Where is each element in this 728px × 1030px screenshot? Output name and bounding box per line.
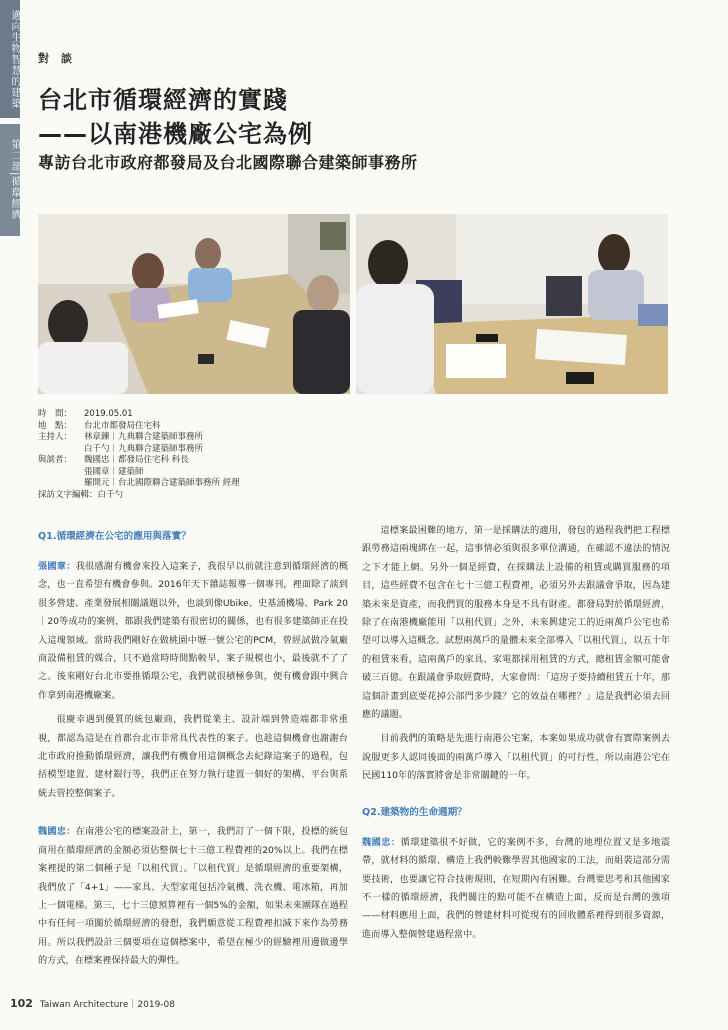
info-guest-2: 張國章｜建築師	[84, 466, 144, 477]
question-1-heading: Q1.循環經濟在公宅的應用與落實？	[38, 531, 191, 542]
info-host-2: 白千勺｜九典聯合建築師事務所	[84, 443, 204, 454]
side-tab-book: 邁向生物智慧的建築	[0, 0, 20, 118]
interview-title: 專訪台北市政府都發局及台北國際聯合建築師事務所	[38, 153, 418, 172]
info-guest-3: 羅開元｜台北國際聯合建築師事務所 經理	[84, 478, 240, 488]
page-number: 102	[10, 997, 33, 1010]
paragraph: 這標案最困難的地方，第一是採購法的適用，發包的過程我們把工程標跟勞務這兩塊綁在一起，這事情必須與很多單位溝通，在確認不違法的情況之下才能上網。另外一個是經費，在採購法上設備的租賃或購買服務的項目，這些經費不包含在七十三億工程費裡，必須另外去跟議會爭取，因為建築未來是資產，而我們買的服務本身是不具有財產。都發局對於循環經濟，除了在南港機廠能用「以租代買」之外，未來興建完工的近兩萬戶公宅也希望可以導入這概念。試想兩萬戶的量體未來全部導入「以租代買」，以五十年的租賃來看，這兩萬戶的家具、家電都採用租賃的方式，總租賃金額可能會破三百億。在跟議會爭取經費時，大家會問：「這房子要持續租賃五十年，那這個計畫到底要花掉公部門多少錢？它的效益在哪裡？」這是我們必須去回應的議題。	[362, 525, 670, 721]
paragraph: 魏國忠：在南港公宅的標案設計上，第一，我們訂了一個下限，投標的統包商用在循環經濟的金額必須佔整個七十三億工程費裡的20%以上。我們在標案裡提的第二個種子是「以租代買」。「以租代買」是循環經濟的重要架構，我們放了「4+1」——家具、大型家電包括冷氣機、洗衣機、電冰箱，再加上一個電梯。第三，七十三億預算裡有一個5%的金額，如果未來團隊在過程中有任何一項關於循環經濟的發想，我們願意從工程費裡扣減下來作為勞務用。所以我們設計三個要項在這個標案中，希望在極少的經驗裡用邊做邊學的方式，在標案裡保持最大的彈性。	[38, 826, 349, 967]
sub-title: ——以南港機廠公宅為例	[38, 120, 313, 148]
interview-info	[38, 409, 240, 501]
paragraph: 張國章：我很感謝有機會來投入這案子，我很早以前就注意到循環經濟的概念，也一直希望有機會參與。2016年天下雜誌報導一個專刊，裡面除了談到很多營建、產業發展相關議題以外，也談到像Ubike、史基浦機場、Park 20｜20等成功的案例，都跟我們建築有很密切的關係，也有很多建築師正在投入這塊領域。當時我們剛好在做桃園中壢一號公宅的PCM，曾經試做冷氣廠商設備租賃的媒合，只不過當時時間點較早，案子規模也小，最後就不了了之。後來剛好台北市要推循環公宅，我們就很積極參與，便有機會跟中興合作拿到南港機廠案。	[38, 561, 349, 701]
meeting-photo-left	[38, 214, 350, 394]
paragraph: 目前我們的策略是先進行南港公宅案，本案如果成功就會有實際案例去說服更多人認同後面的兩萬戶導入「以租代買」的可行性，所以南港公宅在民國110年的落實將會是非常關鍵的一年。	[362, 733, 670, 782]
meeting-photo-right	[356, 214, 668, 394]
article-column-left	[38, 530, 348, 977]
speaker-name: 張國章：	[38, 561, 76, 572]
info-host: 主持人： 林章鍊｜九典聯合建築師事務所	[38, 432, 204, 442]
speaker-name: 魏國忠：	[38, 826, 76, 838]
question-2-heading: Q2.建築物的生命週期？	[362, 806, 467, 818]
info-editor: 採訪文字編輯：白千勺	[38, 489, 124, 500]
side-tab-part: 第二部|循環經濟	[0, 124, 20, 236]
info-time: 時 間： 2019.05.01	[38, 409, 133, 419]
main-title: 台北市循環經濟的實踐	[38, 86, 288, 114]
info-place: 地 點： 台北市都發局住宅科	[38, 420, 161, 431]
journal-name: Taiwan Architecture｜2019-08	[39, 1000, 176, 1010]
paragraph: 很慶幸遇到優質的統包廠商，我們從業主、設計端到營造端都非常重視，都認為這是在首都台北市非常具代表性的案子。也趁這個機會也謝謝台北市政府推動循環經濟，讓我們有機會用這個概念去紀錄這案子的過程，包括模型建置、建材銀行等，我們正在努力執行建置一個好的架構、平台與系統去管控整個案子。	[38, 714, 348, 799]
paragraph: 魏國忠：循環建築很不好做，它的案例不多，台灣的地理位置又是多地震帶，就材料的循環、構造上我們較難學習其他國家的工法，而組裝這部分需要技術，也要讓它符合技術規則，在短期內有困難。台灣要思考和其他國家不一樣的循環經濟，我們關注的點可能不在構造上面，反而是台灣的強項——材料應用上面，我們的營建材料可從現有的回收體系裡得到很多資源，進而導入整個營建過程當中。	[362, 836, 671, 940]
section-label: 對 談	[38, 52, 76, 65]
article-column-right	[362, 522, 670, 950]
info-guest: 與談者： 魏國忠｜都發局住宅科 科長	[38, 455, 189, 465]
speaker-name: 魏國忠：	[362, 836, 401, 848]
page-footer	[10, 997, 175, 1010]
